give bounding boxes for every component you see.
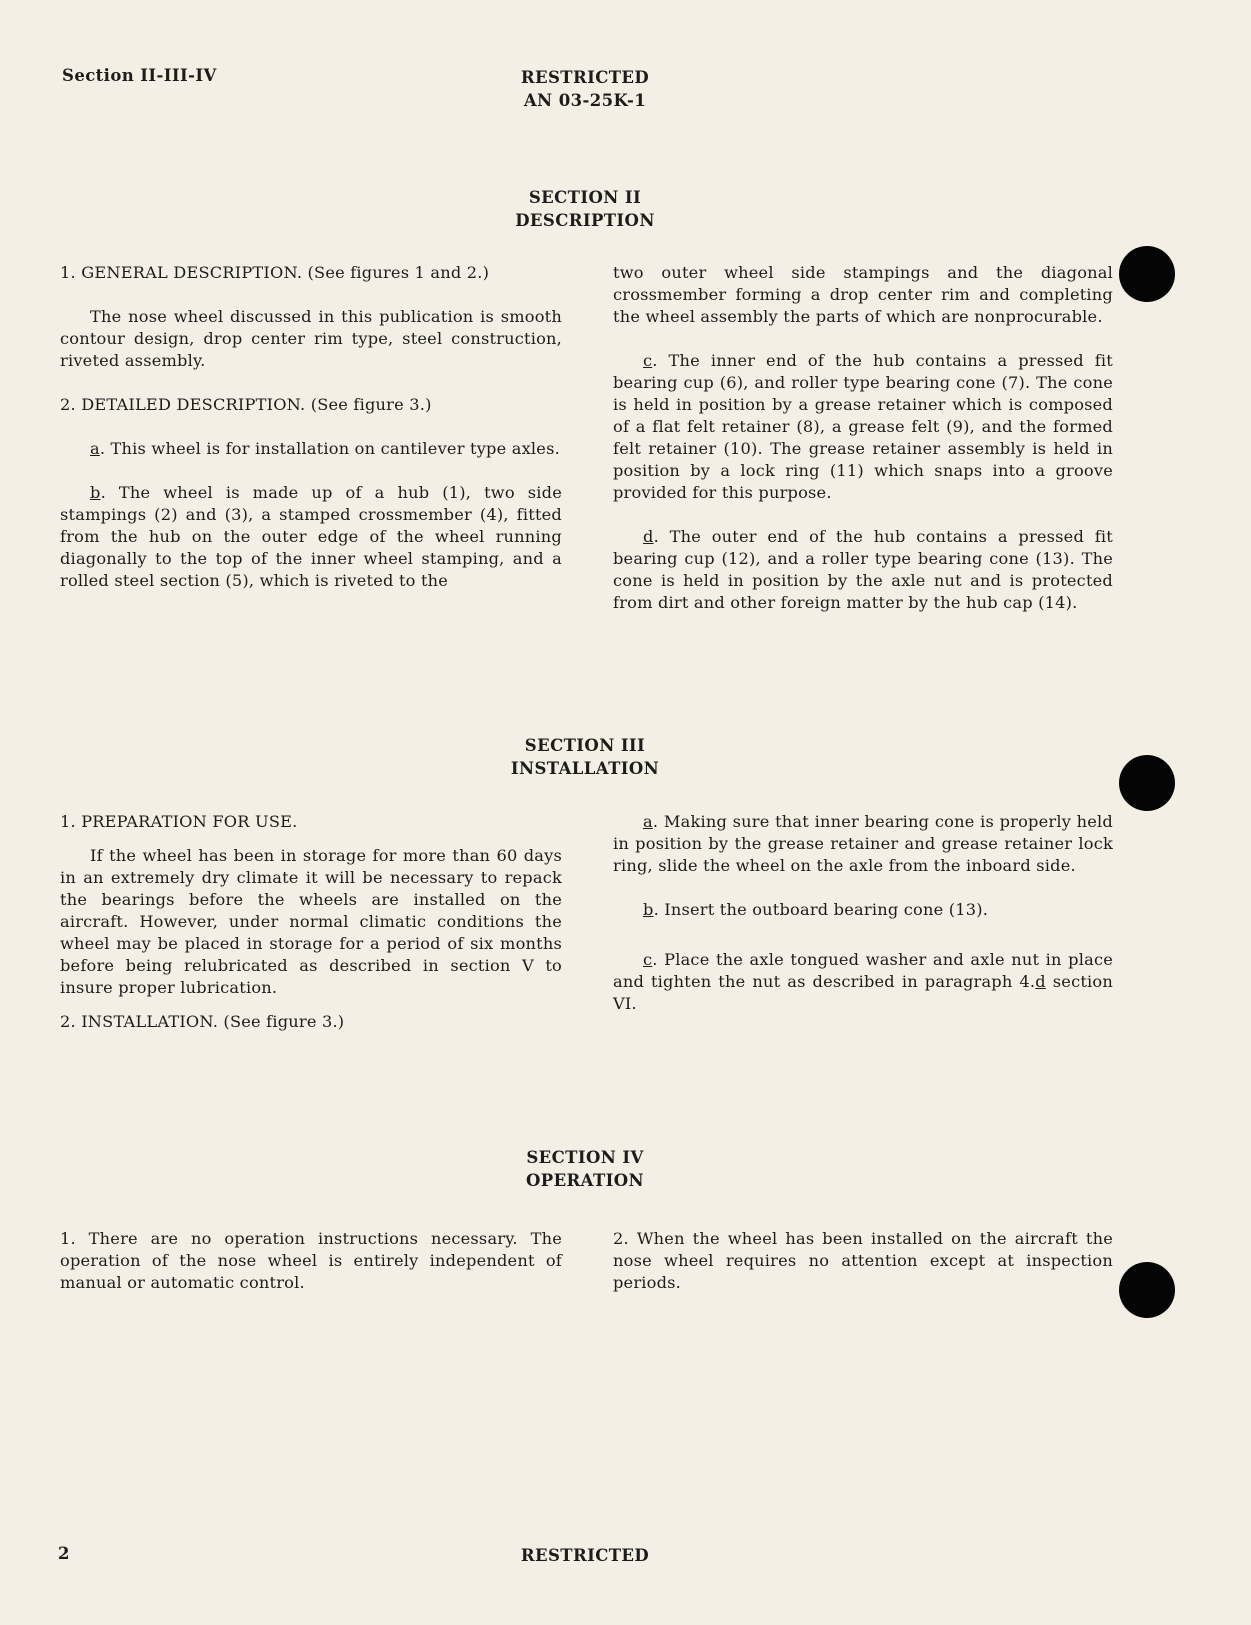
install-step-b (613, 899, 1113, 921)
section-2-heading (440, 186, 730, 232)
section-3-heading (440, 734, 730, 780)
operation-text-1: 1. There are no operation instructions necessary. The operation of the nose wheel is entirely independent of manual or automatic control. (60, 1229, 562, 1292)
install-step-b-text: . Insert the outboard bearing cone (13). (653, 900, 989, 919)
section-4-title: SECTION IV (526, 1148, 644, 1167)
section-3-title: SECTION III (524, 736, 646, 755)
paragraph-b-label: b (90, 483, 101, 502)
section-4-heading (440, 1146, 730, 1192)
page-number: 2 (58, 1544, 70, 1563)
binder-hole (1119, 1262, 1175, 1318)
paragraph-d (613, 526, 1113, 614)
section-reference: Section II-III-IV (62, 66, 217, 85)
paragraph-d-text: . The outer end of the hub contains a pressed fit bearing cup (12), and a roller type bearing cone (13). The cone is held in position by the axle nut and is protected from dirt and other foreign matter by the hub cap (14). (613, 527, 1113, 612)
paragraph-b (60, 482, 562, 592)
operation-text-2: 2. When the wheel has been installed on the aircraft the nose wheel requires no attention except at inspection periods. (613, 1229, 1113, 1292)
install-step-c-tail: section VI. (613, 972, 1113, 1013)
general-description-text: The nose wheel discussed in this publication is smooth contour design, drop center rim type, steel construction, riveted assembly. (60, 307, 562, 370)
install-step-c-ref: d (1035, 972, 1046, 991)
install-step-a (613, 811, 1113, 877)
paragraph-d-label: d (643, 527, 654, 546)
page-header (460, 66, 710, 112)
restricted-marking: RESTRICTED (520, 68, 650, 87)
section-3-left-column (60, 811, 562, 1055)
installation-heading: 2. INSTALLATION. (See figure 3.) (60, 1012, 345, 1031)
section-3-right-column (613, 811, 1113, 1037)
install-step-b-label: b (643, 900, 654, 919)
section-2-left-column (60, 262, 562, 614)
paragraph-c-label: c (643, 351, 653, 370)
footer-restricted: RESTRICTED (520, 1546, 650, 1565)
section-2-right-column (613, 262, 1113, 636)
install-step-c (613, 949, 1113, 1015)
detailed-description-heading: 2. DETAILED DESCRIPTION. (See figure 3.) (60, 395, 432, 414)
section-4-right-column (613, 1228, 1113, 1316)
install-step-a-text: . Making sure that inner bearing cone is properly held in position by the grease retainer and grease retainer lock ring, slide the wheel on the axle from the inboard side. (613, 812, 1113, 875)
binder-hole (1119, 246, 1175, 302)
general-description-heading: 1. GENERAL DESCRIPTION. (See figures 1 and 2.) (60, 263, 490, 282)
section-2-title: SECTION II (528, 188, 642, 207)
continued-text: two outer wheel side stampings and the diagonal crossmember forming a drop center rim and completing the wheel assembly the parts of which are nonprocurable. (613, 263, 1113, 326)
paragraph-a-text: . This wheel is for installation on cantilever type axles. (99, 439, 560, 458)
section-2-subtitle: DESCRIPTION (515, 211, 655, 230)
paragraph-c-text: . The inner end of the hub contains a pressed fit bearing cup (6), and roller type bearing cone (7). The cone is held in position by a grease retainer which is composed of a flat felt retainer (8), a grease felt (9), and the formed felt retainer (10). The grease retainer assembly is held in position by a lock ring (11) which snaps into a groove provided for this purpose. (613, 351, 1113, 502)
install-step-a-label: a (643, 812, 653, 831)
paragraph-c (613, 350, 1113, 504)
preparation-heading: 1. PREPARATION FOR USE. (60, 812, 298, 831)
section-3-subtitle: INSTALLATION (510, 759, 660, 778)
install-step-c-label: c (643, 950, 653, 969)
paragraph-b-text: . The wheel is made up of a hub (1), two side stampings (2) and (3), a stamped crossmember (4), fitted from the hub on the outer edge of the wheel running diagonally to the top of the inner wheel stamping, and a rolled steel section (5), which is riveted to the (60, 483, 562, 590)
section-4-left-column (60, 1228, 562, 1316)
paragraph-a-label: a (90, 439, 100, 458)
section-4-subtitle: OPERATION (525, 1171, 645, 1190)
paragraph-a (60, 438, 562, 460)
document-number: AN 03-25K-1 (523, 91, 647, 110)
preparation-text: If the wheel has been in storage for more than 60 days in an extremely dry climate it will be necessary to repack the bearings before the wheels are installed on the aircraft. However, under normal climatic conditions the wheel may be placed in storage for a period of six months before being relubricated as described in section V to insure proper lubrication. (60, 846, 562, 997)
binder-hole (1119, 755, 1175, 811)
install-step-c-text: . Place the axle tongued washer and axle nut in place and tighten the nut as described in paragraph 4. (613, 950, 1113, 991)
